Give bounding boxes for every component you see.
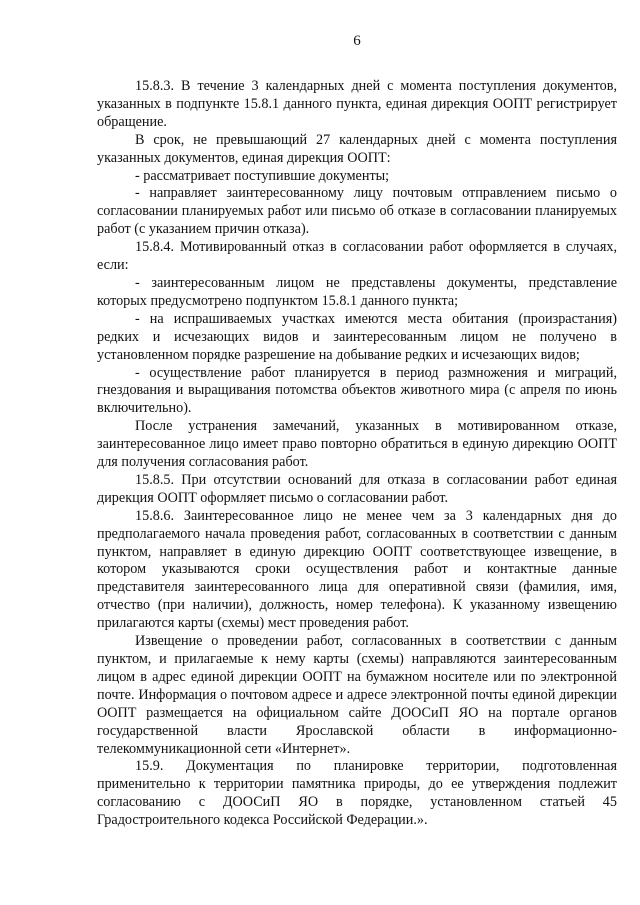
paragraph-review-term: В срок, не превышающий 27 календарных дней с момента поступления указанных документов, единая дирекция ООПТ: <box>97 131 617 166</box>
paragraph-15-8-5: 15.8.5. При отсутствии оснований для отказа в согласовании работ единая дирекция ООПТ оформляет письмо о согласовании работ. <box>97 471 617 506</box>
paragraph-15-8-4: 15.8.4. Мотивированный отказ в согласовании работ оформляется в случаях, если: <box>97 239 617 274</box>
paragraph-15-8-3: 15.8.3. В течение 3 календарных дней с момента поступления документов, указанных в подпункте 15.8.1 данного пункта, единая дирекция ООПТ регистрирует обращение. <box>97 78 617 130</box>
page-number: 6 <box>353 33 361 49</box>
list-item-breeding-period: - осуществление работ планируется в период размножения и миграций, гнездования и выращивания потомства объектов животного мира (с апреля по июнь включительно). <box>97 364 617 417</box>
list-item-no-documents: - заинтересованным лицом не представлены документы, представление которых предусмотрено подпунктом 15.8.1 данного пункта; <box>97 274 617 309</box>
paragraph-15-9: 15.9. Документация по планировке территории, подготовленная применительно к территории памятника природы, до ее утверждения подлежит согласованию с ДООСиП ЯО в порядке, установленном статьей 45 Градостроительного кодекса Российской Федерации.». <box>97 758 617 829</box>
list-item-rare-species: - на испрашиваемых участках имеются места обитания (произрастания) редких и исчезающих видов и заинтересованным лицом не получено в установленном порядке разрешение на добывание редких и исчезающих видов; <box>97 310 617 363</box>
list-item-send-letter: - направляет заинтересованному лицу почтовым отправлением письмо о согласовании планируемых работ или письмо об отказе в согласовании планируемых работ (с указанием причин отказа). <box>97 185 617 238</box>
paragraph-notice: Извещение о проведении работ, согласованных в соответствии с данным пунктом, и прилагаемые к нему карты (схемы) направляются заинтересованным лицом в адрес единой дирекции ООПТ на бумажном носителе или по электронной почте. Информация о почтовом адресе и адресе электронной почты единой дирекции ООПТ размещается на официальном сайте ДООСиП ЯО на портале органов государственной власти Ярославской области в информационно-телекоммуникационной сети «Интернет». <box>97 633 617 757</box>
paragraph-after-fix: После устранения замечаний, указанных в мотивированном отказе, заинтересованное лицо имеет право повторно обратиться в единую дирекцию ООПТ для получения согласования работ. <box>97 418 617 471</box>
document-body <box>97 78 617 830</box>
paragraph-15-8-6: 15.8.6. Заинтересованное лицо не менее чем за 3 календарных дня до предполагаемого начала проведения работ, согласованных в соответствии с данным пунктом, направляет в единую дирекцию ООПТ соответствующее извещение, в котором указываются сроки осуществления работ и контактные данные представителя заинтересованного лица для оперативной связи (фамилия, имя, отчество (при наличии), должность, номер телефона). К указанному извещению прилагаются карты (схемы) мест проведения работ. <box>97 507 617 632</box>
list-item-review: - рассматривает поступившие документы; <box>135 167 390 184</box>
